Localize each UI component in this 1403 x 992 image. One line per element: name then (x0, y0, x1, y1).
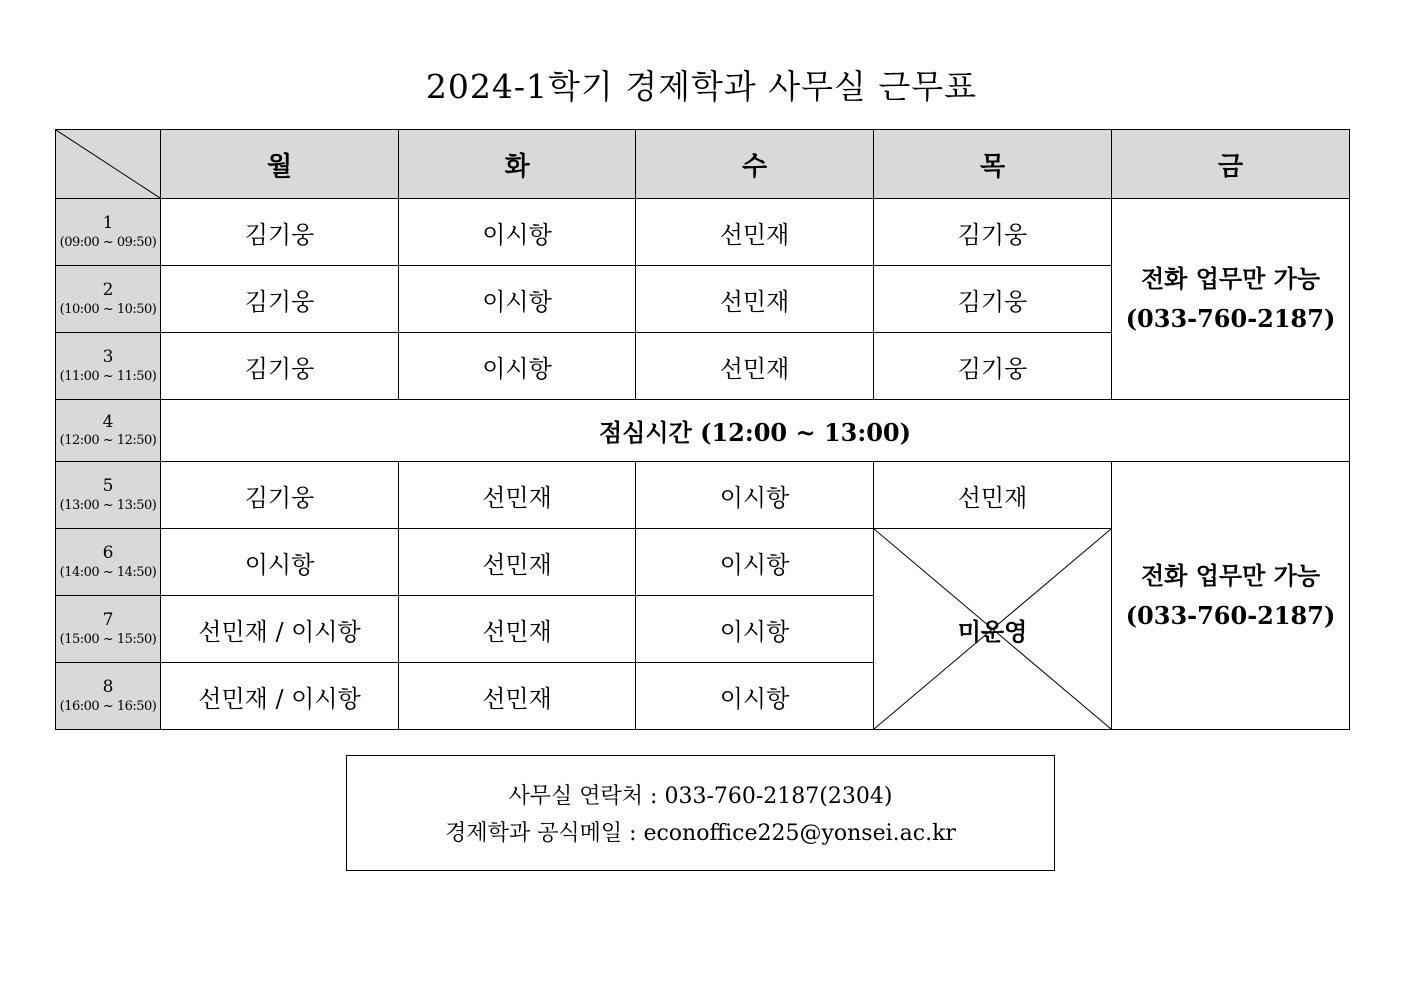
shift-cell: 김기웅 (161, 266, 399, 333)
period-number: 1 (102, 213, 114, 234)
official-email-line: 경제학과 공식메일 : econoffice225@yonsei.ac.kr (445, 821, 956, 846)
period-time: (12:00 ~ 12:50) (59, 433, 157, 448)
shift-cell: 이시항 (636, 529, 874, 596)
phone-only-label: 전화 업무만 가능 (1141, 560, 1320, 590)
shift-cell: 김기웅 (161, 199, 399, 266)
office-phone-line: 사무실 연락처 : 033-760-2187(2304) (508, 784, 893, 809)
closed-label: 미운영 (957, 616, 1028, 646)
period-number: 5 (102, 476, 114, 497)
day-header-fri: 금 (1112, 130, 1350, 199)
shift-cell: 이시항 (399, 199, 636, 266)
shift-cell: 이시항 (636, 596, 874, 663)
header-row (56, 130, 1350, 199)
period-number: 3 (102, 347, 114, 368)
period-number: 7 (102, 610, 114, 631)
period-row-4 (56, 400, 1350, 462)
period-number: 8 (102, 677, 114, 698)
shift-cell: 이시항 (161, 529, 399, 596)
shift-cell: 선민재 (636, 333, 874, 400)
period-label (56, 529, 161, 596)
shift-cell: 김기웅 (874, 333, 1112, 400)
period-label (56, 663, 161, 730)
shift-cell: 이시항 (399, 333, 636, 400)
friday-phone-note (1112, 462, 1350, 730)
period-label (56, 266, 161, 333)
period-row-1 (56, 199, 1350, 266)
work-schedule-table (55, 129, 1350, 730)
period-time: (13:00 ~ 13:50) (59, 497, 157, 513)
period-time: (09:00 ~ 09:50) (59, 234, 157, 250)
period-time: (16:00 ~ 16:50) (59, 698, 157, 714)
day-header-tue: 화 (399, 130, 636, 199)
closed-cell (874, 529, 1112, 730)
period-time: (14:00 ~ 14:50) (59, 564, 157, 580)
shift-cell: 선민재 / 이시항 (161, 663, 399, 730)
period-label (56, 333, 161, 400)
shift-cell: 이시항 (636, 462, 874, 529)
shift-cell: 김기웅 (161, 333, 399, 400)
shift-cell: 선민재 (399, 596, 636, 663)
day-header-mon: 월 (161, 130, 399, 199)
shift-cell: 선민재 (874, 462, 1112, 529)
shift-cell: 이시항 (399, 266, 636, 333)
period-label (56, 199, 161, 266)
day-header-wed: 수 (636, 130, 874, 199)
contact-box (346, 755, 1055, 871)
shift-cell: 김기웅 (874, 266, 1112, 333)
period-time: (11:00 ~ 11:50) (59, 368, 157, 384)
phone-number: (033-760-2187) (1125, 304, 1336, 333)
shift-cell: 선민재 (399, 462, 636, 529)
lunch-break-cell: 점심시간 (12:00 ~ 13:00) (161, 400, 1350, 462)
phone-number: (033-760-2187) (1125, 600, 1336, 630)
shift-cell: 선민재 / 이시항 (161, 596, 399, 663)
shift-cell: 선민재 (636, 266, 874, 333)
diagonal-line-icon (56, 130, 160, 198)
period-time: (10:00 ~ 10:50) (59, 301, 157, 317)
period-number: 2 (102, 280, 114, 301)
page-title: 2024-1학기 경제학과 사무실 근무표 (425, 67, 978, 106)
period-time: (15:00 ~ 15:50) (59, 631, 157, 647)
phone-only-label: 전화 업무만 가능 (1141, 264, 1320, 293)
friday-phone-note (1112, 199, 1350, 400)
period-number: 6 (102, 543, 114, 564)
shift-cell: 선민재 (399, 529, 636, 596)
shift-cell: 김기웅 (874, 199, 1112, 266)
period-row-5 (56, 462, 1350, 529)
shift-cell: 선민재 (399, 663, 636, 730)
period-label (56, 596, 161, 663)
period-label (56, 462, 161, 529)
shift-cell: 선민재 (636, 199, 874, 266)
period-number: 4 (102, 411, 114, 432)
period-label (56, 400, 161, 462)
shift-cell: 김기웅 (161, 462, 399, 529)
corner-cell (56, 130, 161, 199)
shift-cell: 이시항 (636, 663, 874, 730)
day-header-thu: 목 (874, 130, 1112, 199)
